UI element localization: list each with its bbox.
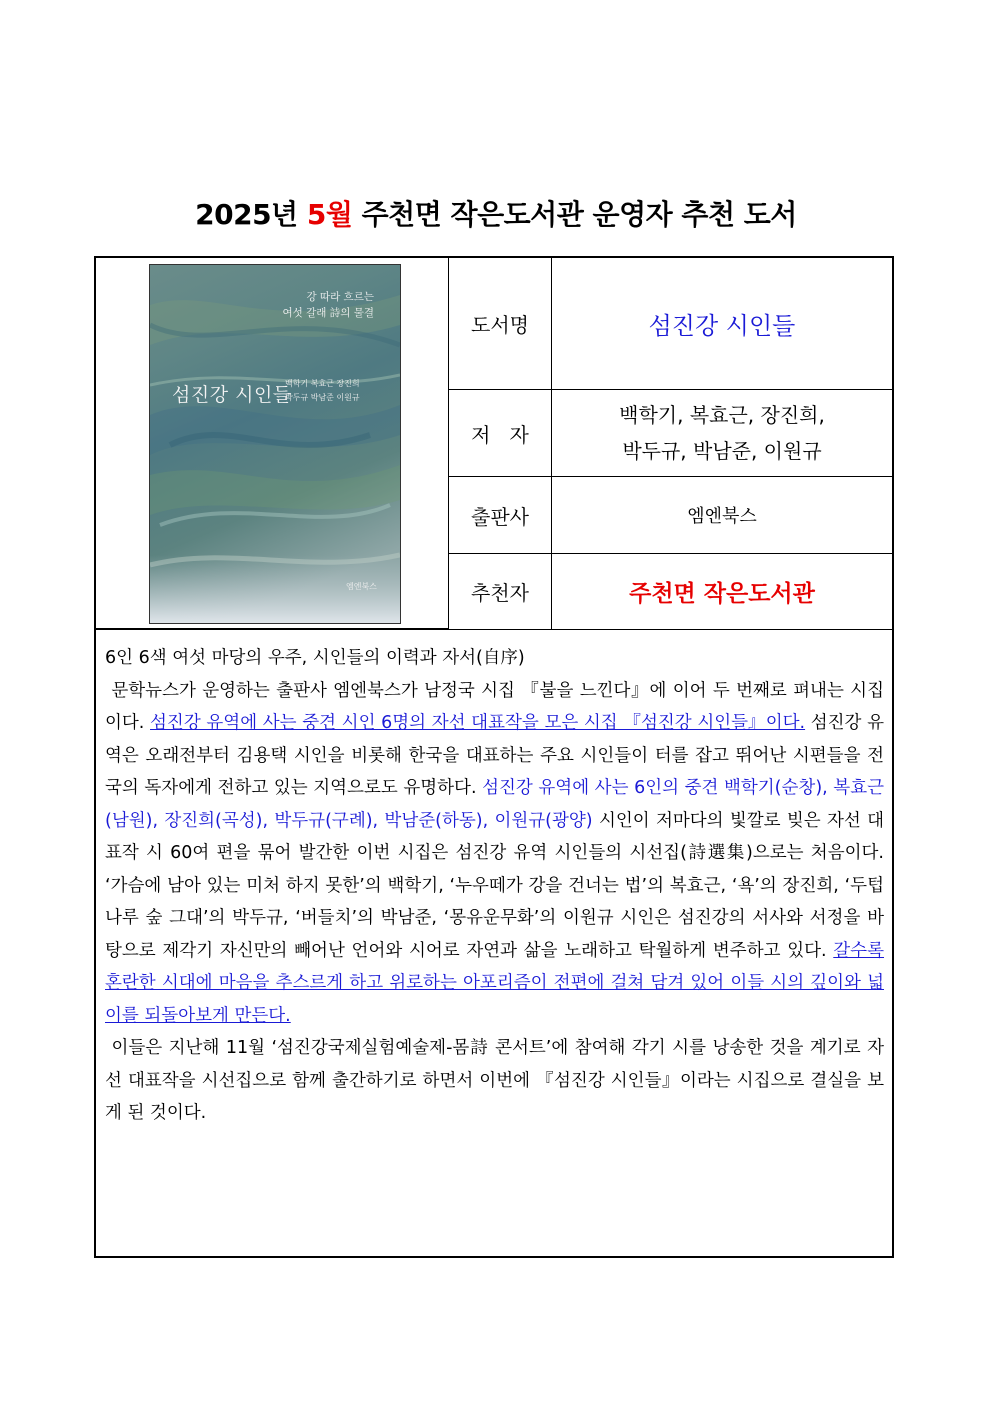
row-author [449, 390, 893, 477]
author-label: 저 자 [449, 390, 552, 476]
cover-cell [96, 258, 449, 629]
title-year: 2025년 [195, 198, 307, 231]
publisher-label: 출판사 [449, 477, 552, 553]
title-rest: 주천면 작은도서관 운영자 추천 도서 [352, 198, 797, 231]
row-recommender [449, 554, 893, 629]
recommender-value: 주천면 작은도서관 [629, 581, 815, 607]
row-publisher [449, 477, 893, 554]
book-cover-image [149, 264, 401, 624]
description-paragraph-1: 문학뉴스가 운영하는 출판사 엠엔북스가 남정국 시집 『불을 느낀다』에 이어 두 번째로 펴내는 시집이다. 섬진강 유역에 사는 중견 시인 6명의 자선 대표작을 모은 시집 『섬진강 시인들』이다. 섬진강 유역은 오래전부터 김용택 시인을 비롯해 한국을 대표하는 주요 시인들이 터를 잡고 뛰어난 시편들을 전국의 독자에게 전하고 있는 지역으로도 유명하다. 섬진강 유역에 사는 6인의 중견 백학기(순창), 복효근(남원), 장진희(곡성), 박두규(구례), 박남준(하동), 이원규(광양) 시인이 저마다의 빛깔로 빚은 자선 대표작 시 60여 편을 묶어 발간한 이번 시집은 섬진강 유역 시인들의 시선집(詩選集)으로는 처음이다. ‘가슴에 남아 있는 미처 하지 못한’의 백학기, ‘누우떼가 강을 건너는 법’의 복효근, ‘욕’의 장진희, ‘두텁나루 숲 그대’의 박두규, ‘버들치’의 박남준, ‘몽유운무화’의 이원규 시인은 섬진강의 서사와 서정을 바탕으로 제각기 자신만의 빼어난 언어와 시어로 자연과 삶을 노래하고 탁월하게 변주하고 있다. 갈수록 혼란한 시대에 마음을 추스르게 하고 위로하는 아포리즘이 전편에 걸쳐 담겨 있어 이들 시의 깊이와 넓이를 되돌아보게 만든다. [105, 680, 885, 1026]
publisher-value: 엠엔북스 [687, 506, 757, 527]
author-value: 백학기, 복효근, 장진희, 박두규, 박남준, 이원규 [619, 403, 825, 463]
cover-subtitle: 강 따라 흐르는 여섯 갈래 詩의 물결 [282, 291, 374, 319]
title-month: 5월 [306, 198, 353, 231]
book-description [96, 629, 892, 1257]
description-paragraph-2: 이들은 지난해 11월 ‘섬진강국제실험예술제-몸詩 콘서트’에 참여해 각기 시를 낭송한 것을 계기로 자선 대표작을 시선집으로 함께 출간하기로 하면서 이번에 『섬진강 시인들』이라는 시집으로 결실을 보게 된 것이다. [105, 1038, 884, 1123]
description-heading: 6인 6색 여섯 마당의 우주, 시인들의 이력과 자서(自序) [105, 648, 525, 668]
book-title-label: 도서명 [449, 258, 552, 389]
book-info-table [94, 256, 894, 1258]
row-book-title [449, 258, 893, 390]
recommender-label: 추천자 [449, 554, 552, 629]
cover-authors: 백학기 복효근 장진희 박두규 박남준 이원규 [285, 379, 360, 402]
cover-publisher: 엠엔북스 [346, 582, 377, 591]
cover-title: 섬진강 시인들 [172, 384, 292, 406]
document-title [0, 193, 992, 233]
book-title-value: 섬진강 시인들 [648, 312, 796, 340]
